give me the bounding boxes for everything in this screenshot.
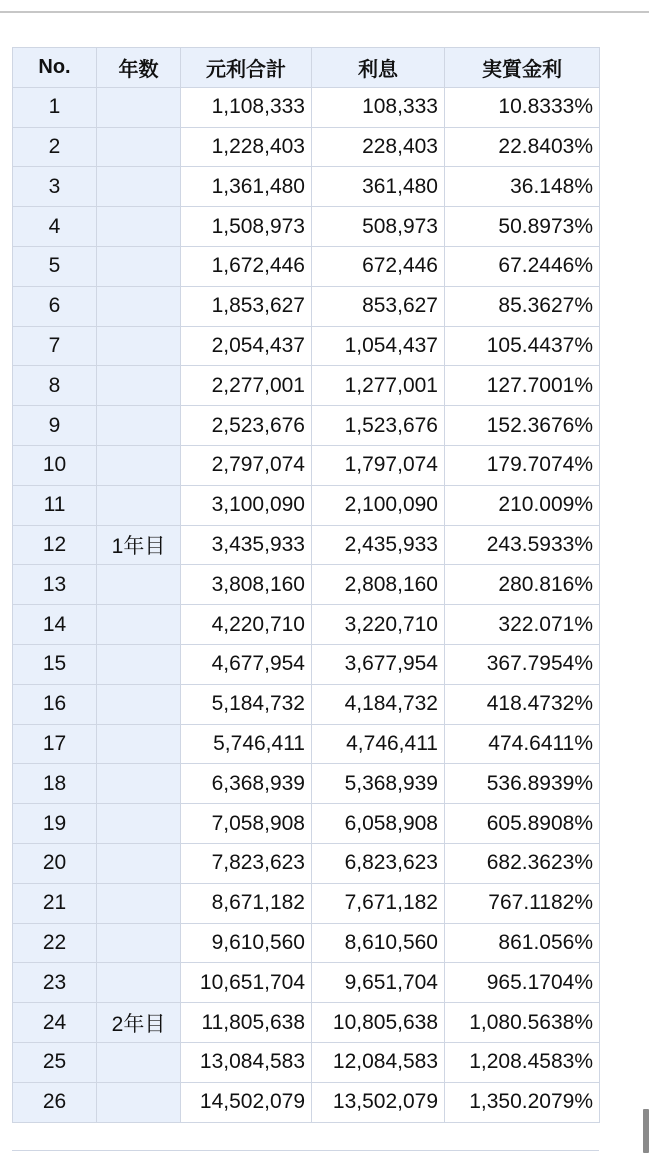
table-row [13,724,600,764]
cell-total: 3,100,090 [181,485,312,525]
top-divider [0,11,649,13]
cell-no: 17 [13,724,97,764]
cell-no: 15 [13,644,97,684]
table-row [13,406,600,446]
cell-interest: 1,523,676 [312,406,445,446]
cell-year [97,366,181,406]
cell-no: 11 [13,485,97,525]
cell-no: 5 [13,246,97,286]
cell-rate: 210.009% [445,485,600,525]
cell-interest: 8,610,560 [312,923,445,963]
cell-rate: 1,080.5638% [445,1003,600,1043]
cell-rate: 418.4732% [445,684,600,724]
header-total: 元利合計 [181,48,312,88]
cell-year [97,565,181,605]
cell-no: 18 [13,764,97,804]
cell-year [97,724,181,764]
cell-year [97,605,181,645]
cell-interest: 1,797,074 [312,445,445,485]
cell-rate: 36.148% [445,167,600,207]
cell-no: 23 [13,963,97,1003]
cell-year [97,246,181,286]
cell-rate: 965.1704% [445,963,600,1003]
cell-total: 13,084,583 [181,1042,312,1082]
table-row [13,605,600,645]
cell-year [97,167,181,207]
table-row [13,87,600,127]
table-row [13,883,600,923]
cell-rate: 767.1182% [445,883,600,923]
table-row [13,644,600,684]
table-row [13,923,600,963]
cell-rate: 536.8939% [445,764,600,804]
cell-no: 26 [13,1082,97,1122]
cell-year [97,445,181,485]
cell-no: 21 [13,883,97,923]
table-row [13,326,600,366]
table-header-row [13,48,600,88]
cell-year [97,1042,181,1082]
interest-table [12,47,600,1123]
header-year: 年数 [97,48,181,88]
table-container [12,47,600,1123]
cell-interest: 4,184,732 [312,684,445,724]
cell-year [97,804,181,844]
cell-year [97,883,181,923]
cell-year [97,286,181,326]
cell-total: 1,853,627 [181,286,312,326]
cell-no: 3 [13,167,97,207]
table-row [13,764,600,804]
cell-rate: 367.7954% [445,644,600,684]
table-row [13,366,600,406]
cell-interest: 853,627 [312,286,445,326]
cell-no: 24 [13,1003,97,1043]
cell-interest: 4,746,411 [312,724,445,764]
cell-interest: 1,054,437 [312,326,445,366]
table-row [13,565,600,605]
cell-total: 4,677,954 [181,644,312,684]
cell-interest: 3,220,710 [312,605,445,645]
cell-no: 1 [13,87,97,127]
cell-interest: 7,671,182 [312,883,445,923]
cell-total: 1,228,403 [181,127,312,167]
cell-interest: 9,651,704 [312,963,445,1003]
cell-rate: 322.071% [445,605,600,645]
cell-total: 7,823,623 [181,843,312,883]
cell-total: 14,502,079 [181,1082,312,1122]
cell-total: 1,508,973 [181,207,312,247]
table-row [13,843,600,883]
cell-total: 1,108,333 [181,87,312,127]
cell-rate: 10.8333% [445,87,600,127]
cell-interest: 3,677,954 [312,644,445,684]
cell-no: 7 [13,326,97,366]
cell-no: 13 [13,565,97,605]
cell-no: 22 [13,923,97,963]
cell-rate: 179.7074% [445,445,600,485]
cell-rate: 474.6411% [445,724,600,764]
cell-year [97,1082,181,1122]
cell-year [97,684,181,724]
cell-total: 10,651,704 [181,963,312,1003]
cell-interest: 2,808,160 [312,565,445,605]
table-row [13,485,600,525]
cell-rate: 682.3623% [445,843,600,883]
cell-interest: 2,100,090 [312,485,445,525]
cell-no: 10 [13,445,97,485]
cell-year [97,406,181,446]
header-interest: 利息 [312,48,445,88]
cell-year [97,644,181,684]
table-row [13,167,600,207]
cell-year [97,764,181,804]
cell-total: 5,746,411 [181,724,312,764]
cell-interest: 6,823,623 [312,843,445,883]
cell-rate: 67.2446% [445,246,600,286]
cell-rate: 152.3676% [445,406,600,446]
cell-total: 9,610,560 [181,923,312,963]
cell-year [97,843,181,883]
cell-year [97,923,181,963]
cell-interest: 10,805,638 [312,1003,445,1043]
cell-no: 6 [13,286,97,326]
cell-rate: 50.8973% [445,207,600,247]
cell-rate: 1,208.4583% [445,1042,600,1082]
header-no: No. [13,48,97,88]
cell-year: 1年目 [97,525,181,565]
table-row [13,1003,600,1043]
cell-interest: 2,435,933 [312,525,445,565]
table-body [13,87,600,1122]
table-row [13,207,600,247]
partial-row [12,1150,599,1154]
cell-total: 8,671,182 [181,883,312,923]
header-rate: 実質金利 [445,48,600,88]
cell-rate: 1,350.2079% [445,1082,600,1122]
cell-rate: 105.4437% [445,326,600,366]
cell-interest: 1,277,001 [312,366,445,406]
cell-interest: 108,333 [312,87,445,127]
cell-no: 20 [13,843,97,883]
cell-no: 19 [13,804,97,844]
cell-year [97,207,181,247]
table-row [13,684,600,724]
cell-no: 14 [13,605,97,645]
cell-no: 8 [13,366,97,406]
cell-no: 4 [13,207,97,247]
cell-year [97,326,181,366]
table-row [13,963,600,1003]
cell-total: 5,184,732 [181,684,312,724]
cell-interest: 5,368,939 [312,764,445,804]
cell-year: 2年目 [97,1003,181,1043]
table-row [13,127,600,167]
cell-rate: 85.3627% [445,286,600,326]
cell-total: 2,797,074 [181,445,312,485]
cell-rate: 243.5933% [445,525,600,565]
table-row [13,1082,600,1122]
cell-total: 7,058,908 [181,804,312,844]
cell-no: 16 [13,684,97,724]
cell-no: 12 [13,525,97,565]
cell-total: 11,805,638 [181,1003,312,1043]
cell-year [97,87,181,127]
cell-total: 3,808,160 [181,565,312,605]
table-row [13,1042,600,1082]
cell-rate: 605.8908% [445,804,600,844]
cell-interest: 508,973 [312,207,445,247]
cell-rate: 127.7001% [445,366,600,406]
cell-total: 6,368,939 [181,764,312,804]
cell-total: 2,277,001 [181,366,312,406]
scrollbar[interactable] [643,1109,649,1153]
cell-total: 2,523,676 [181,406,312,446]
table-row [13,246,600,286]
cell-year [97,485,181,525]
table-row [13,286,600,326]
cell-total: 1,361,480 [181,167,312,207]
cell-rate: 280.816% [445,565,600,605]
cell-interest: 12,084,583 [312,1042,445,1082]
table-row [13,804,600,844]
cell-interest: 672,446 [312,246,445,286]
cell-interest: 228,403 [312,127,445,167]
cell-interest: 6,058,908 [312,804,445,844]
cell-no: 25 [13,1042,97,1082]
table-row [13,445,600,485]
cell-total: 3,435,933 [181,525,312,565]
cell-interest: 13,502,079 [312,1082,445,1122]
cell-year [97,127,181,167]
cell-interest: 361,480 [312,167,445,207]
cell-total: 1,672,446 [181,246,312,286]
cell-total: 2,054,437 [181,326,312,366]
cell-rate: 22.8403% [445,127,600,167]
cell-rate: 861.056% [445,923,600,963]
cell-no: 2 [13,127,97,167]
cell-year [97,963,181,1003]
cell-no: 9 [13,406,97,446]
table-row [13,525,600,565]
cell-total: 4,220,710 [181,605,312,645]
